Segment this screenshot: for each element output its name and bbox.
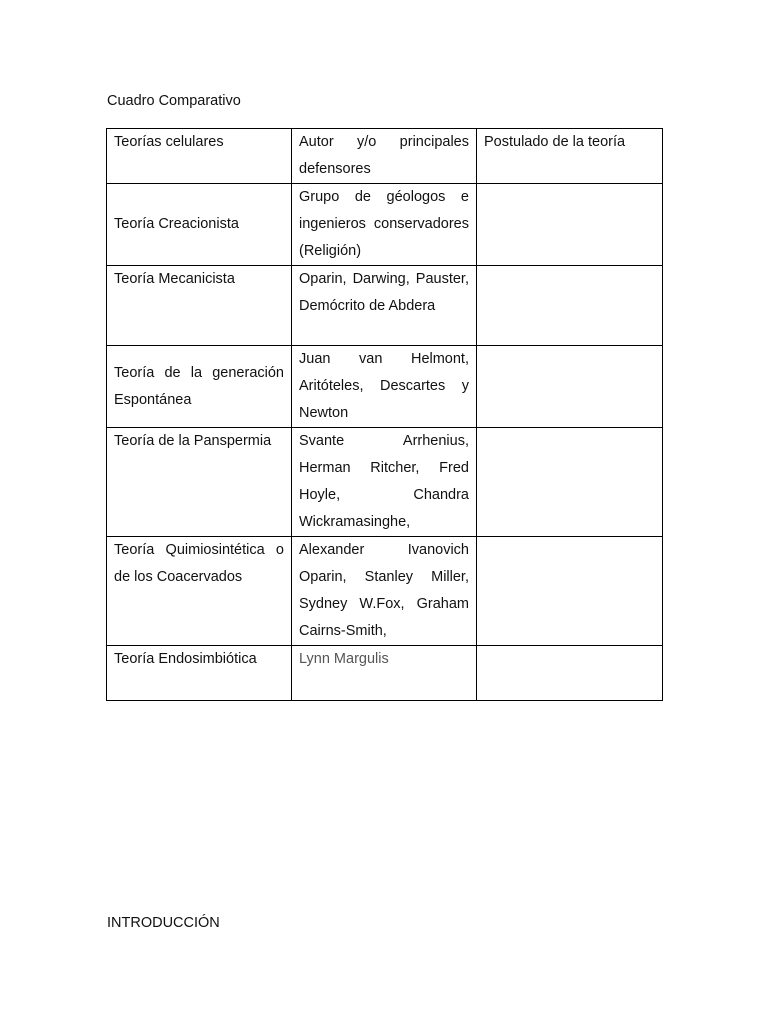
table-header-row xyxy=(107,129,663,184)
header-postulate: Postulado de la teoría xyxy=(477,129,663,184)
cell-authors: Grupo de géologos e ingenieros conservadores (Religión) xyxy=(292,184,477,266)
cell-theory: Teoría Mecanicista xyxy=(107,266,292,346)
table-row xyxy=(107,646,663,701)
section-heading: INTRODUCCIÓN xyxy=(107,915,220,931)
cell-theory: Teoría de la generación Espontánea xyxy=(107,346,292,428)
cell-theory: Teoría Creacionista xyxy=(107,184,292,266)
cell-authors: Alexander Ivanovich Oparin, Stanley Miller, Sydney W.Fox, Graham Cairns-Smith, xyxy=(292,537,477,646)
table-row xyxy=(107,266,663,346)
cell-postulate xyxy=(477,646,663,701)
table-row xyxy=(107,428,663,537)
document-title: Cuadro Comparativo xyxy=(107,93,241,109)
comparison-table xyxy=(106,128,663,701)
header-theories: Teorías celulares xyxy=(107,129,292,184)
cell-postulate xyxy=(477,428,663,537)
cell-postulate xyxy=(477,537,663,646)
cell-postulate xyxy=(477,346,663,428)
table-row xyxy=(107,346,663,428)
cell-theory: Teoría de la Panspermia xyxy=(107,428,292,537)
cell-authors: Lynn Margulis xyxy=(292,646,477,701)
table-row xyxy=(107,537,663,646)
cell-postulate xyxy=(477,184,663,266)
cell-theory: Teoría Quimiosintética o de los Coacervados xyxy=(107,537,292,646)
cell-authors: Svante Arrhenius, Herman Ritcher, Fred Hoyle, Chandra Wickramasinghe, xyxy=(292,428,477,537)
header-authors: Autor y/o principales defensores xyxy=(292,129,477,184)
cell-theory: Teoría Endosimbiótica xyxy=(107,646,292,701)
table-row xyxy=(107,184,663,266)
cell-authors: Juan van Helmont, Aritóteles, Descartes y Newton xyxy=(292,346,477,428)
cell-postulate xyxy=(477,266,663,346)
cell-authors: Oparin, Darwing, Pauster, Demócrito de Abdera xyxy=(292,266,477,346)
